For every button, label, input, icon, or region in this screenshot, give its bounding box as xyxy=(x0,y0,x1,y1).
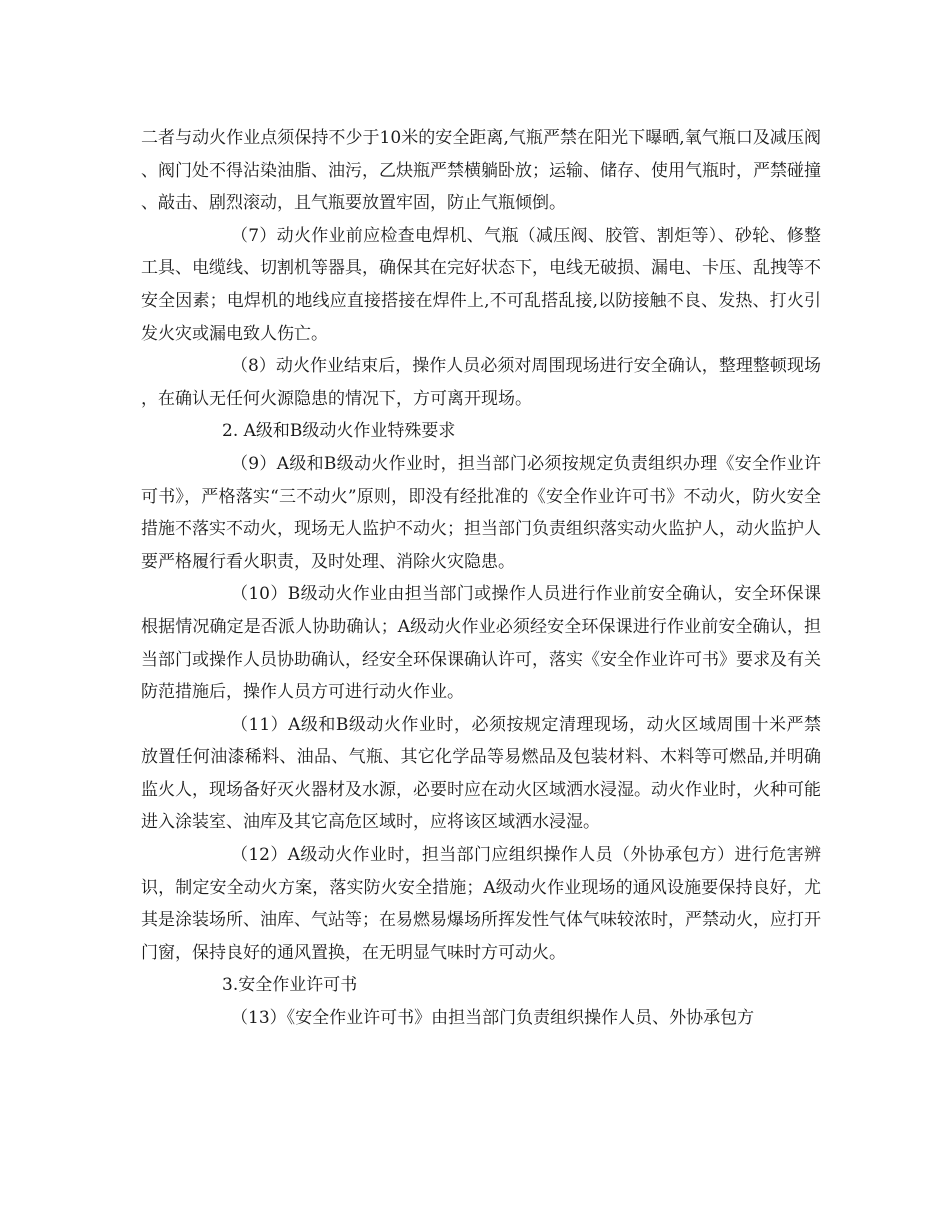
document-body xyxy=(141,122,821,1035)
section-heading-3: 3.安全作业许可书 xyxy=(222,975,358,996)
paragraph-item-8: （8）动火作业结束后，操作人员必须对周围现场进行安全确认，整理整顿现场，在确认无任何火源隐患的情况下，方可离开现场。 xyxy=(141,356,821,409)
section-heading-2: 2. A级和B级动火作业特殊要求 xyxy=(222,421,456,442)
paragraph-item-12: （12）A级动火作业时，担当部门应组织操作人员（外协承包方）进行危害辨识，制定安全动火方案，落实防火安全措施；A级动火作业现场的通风设施要保持良好，尤其是涂装场所、油库、气站等；在易燃易爆场所挥发性气体气味较浓时，严禁动火，应打开门窗，保持良好的通风置换，在无明显气味时方可动火。 xyxy=(141,845,821,963)
paragraph-item-10: （10）B级动火作业由担当部门或操作人员进行作业前安全确认，安全环保课根据情况确定是否派人协助确认；A级动火作业必须经安全环保课进行作业前安全确认，担当部门或操作人员协助确认，经安全环保课确认许可，落实《安全作业许可书》要求及有关防范措施后，操作人员方可进行动火作业。 xyxy=(141,584,821,703)
paragraph-item-7: （7）动火作业前应检查电焊机、气瓶（减压阀、胶管、割炬等）、砂轮、修整工具、电缆线、切割机等器具，确保其在完好状态下，电线无破损、漏电、卡压、乱拽等不安全因素；电焊机的地线应直接搭接在焊件上,不可乱搭乱接,以防接触不良、发热、打火引发火灾或漏电致人伤亡。 xyxy=(141,225,821,344)
paragraph-item-11: （11）A级和B级动火作业时，必须按规定清理现场，动火区域周围十米严禁放置任何油漆稀料、油品、气瓶、其它化学品等易燃品及包装材料、木料等可燃品,并明确监火人，现场备好灭火器材及水源，必要时应在动火区域洒水浸湿。动火作业时，火种可能进入涂装室、油库及其它高危区域时，应将该区域洒水浸湿。 xyxy=(141,714,821,833)
paragraph-item-13: （13）《安全作业许可书》由担当部门负责组织操作人员、外协承包方 xyxy=(231,1008,755,1029)
paragraph-continuation: 二者与动火作业点须保持不少于10米的安全距离,气瓶严禁在阳光下曝晒,氧气瓶口及减压阀、阀门处不得沾染油脂、油污，乙炔瓶严禁横躺卧放；运输、储存、使用气瓶时，严禁碰撞、敲击、剧烈滚动，且气瓶要放置牢固，防止气瓶倾倒。 xyxy=(141,128,821,214)
paragraph-item-9: （9）A级和B级动火作业时，担当部门必须按规定负责组织办理《安全作业许可书》，严格落实“三不动火”原则，即没有经批准的《安全作业许可书》不动火，防火安全措施不落实不动火，现场无人监护不动火；担当部门负责组织落实动火监护人，动火监护人要严格履行看火职责，及时处理、消除火灾隐患。 xyxy=(141,453,821,572)
